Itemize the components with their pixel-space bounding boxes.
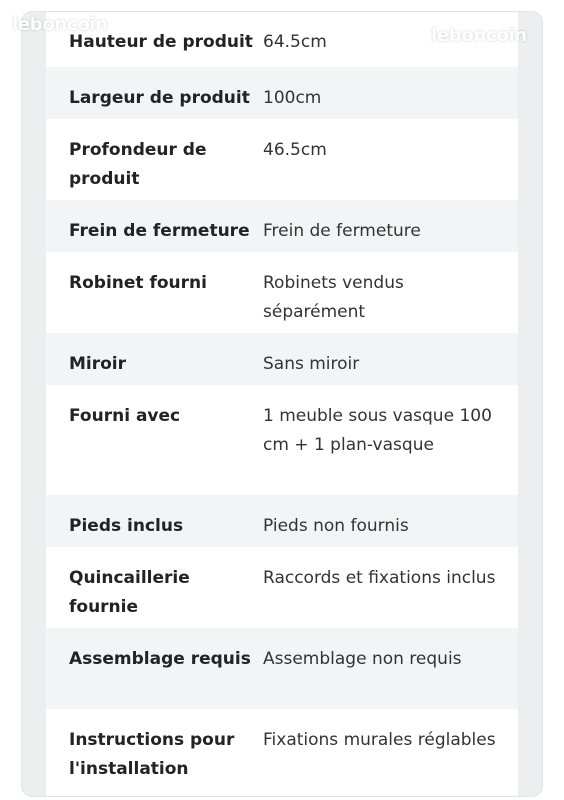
spec-value: Fixations murales réglables [263, 730, 496, 750]
spec-value: Robinets vendus séparément [263, 273, 404, 322]
spec-label: Robinet fourni [69, 273, 207, 293]
spec-label: Largeur de produit [69, 88, 250, 108]
spec-label: Frein de fermeture [69, 221, 250, 241]
spec-label: Quincaillerie fournie [69, 568, 190, 617]
spec-value: Assemblage non requis [263, 649, 462, 669]
spec-label: Profondeur de produit [69, 140, 207, 189]
spec-value: Sans miroir [263, 354, 360, 374]
spec-label: Pieds inclus [69, 516, 184, 536]
spec-row-frein [46, 200, 518, 252]
spec-row-robinet [46, 252, 518, 333]
spec-row-instructions [46, 709, 518, 796]
spec-value: Raccords et fixations inclus [263, 568, 496, 588]
spec-row-miroir [46, 333, 518, 385]
spec-row-assemblage [46, 628, 518, 709]
leboncoin-watermark-logo: leboncoin [431, 25, 527, 46]
spec-label: Instructions pour l'installation [69, 730, 235, 779]
spec-value: 100cm [263, 88, 322, 108]
spec-label: Miroir [69, 354, 127, 374]
spec-table [46, 12, 518, 796]
spec-row-quincaillerie [46, 547, 518, 628]
spec-card [22, 12, 542, 796]
spec-label: Hauteur de produit [69, 32, 253, 52]
spec-label: Fourni avec [69, 406, 181, 426]
spec-value: 46.5cm [263, 140, 327, 160]
spec-value: Frein de fermeture [263, 221, 421, 241]
spec-value: 64.5cm [263, 32, 327, 52]
spec-value: 1 meuble sous vasque 100 cm + 1 plan-vasque [263, 406, 492, 455]
spec-label: Assemblage requis [69, 649, 251, 669]
spec-row-fourni-avec [46, 385, 518, 495]
spec-row-largeur [46, 67, 518, 119]
spec-row-profondeur [46, 119, 518, 200]
spec-row-pieds [46, 495, 518, 547]
spec-value: Pieds non fournis [263, 516, 409, 536]
leboncoin-watermark-logo: leboncoin [12, 14, 108, 35]
